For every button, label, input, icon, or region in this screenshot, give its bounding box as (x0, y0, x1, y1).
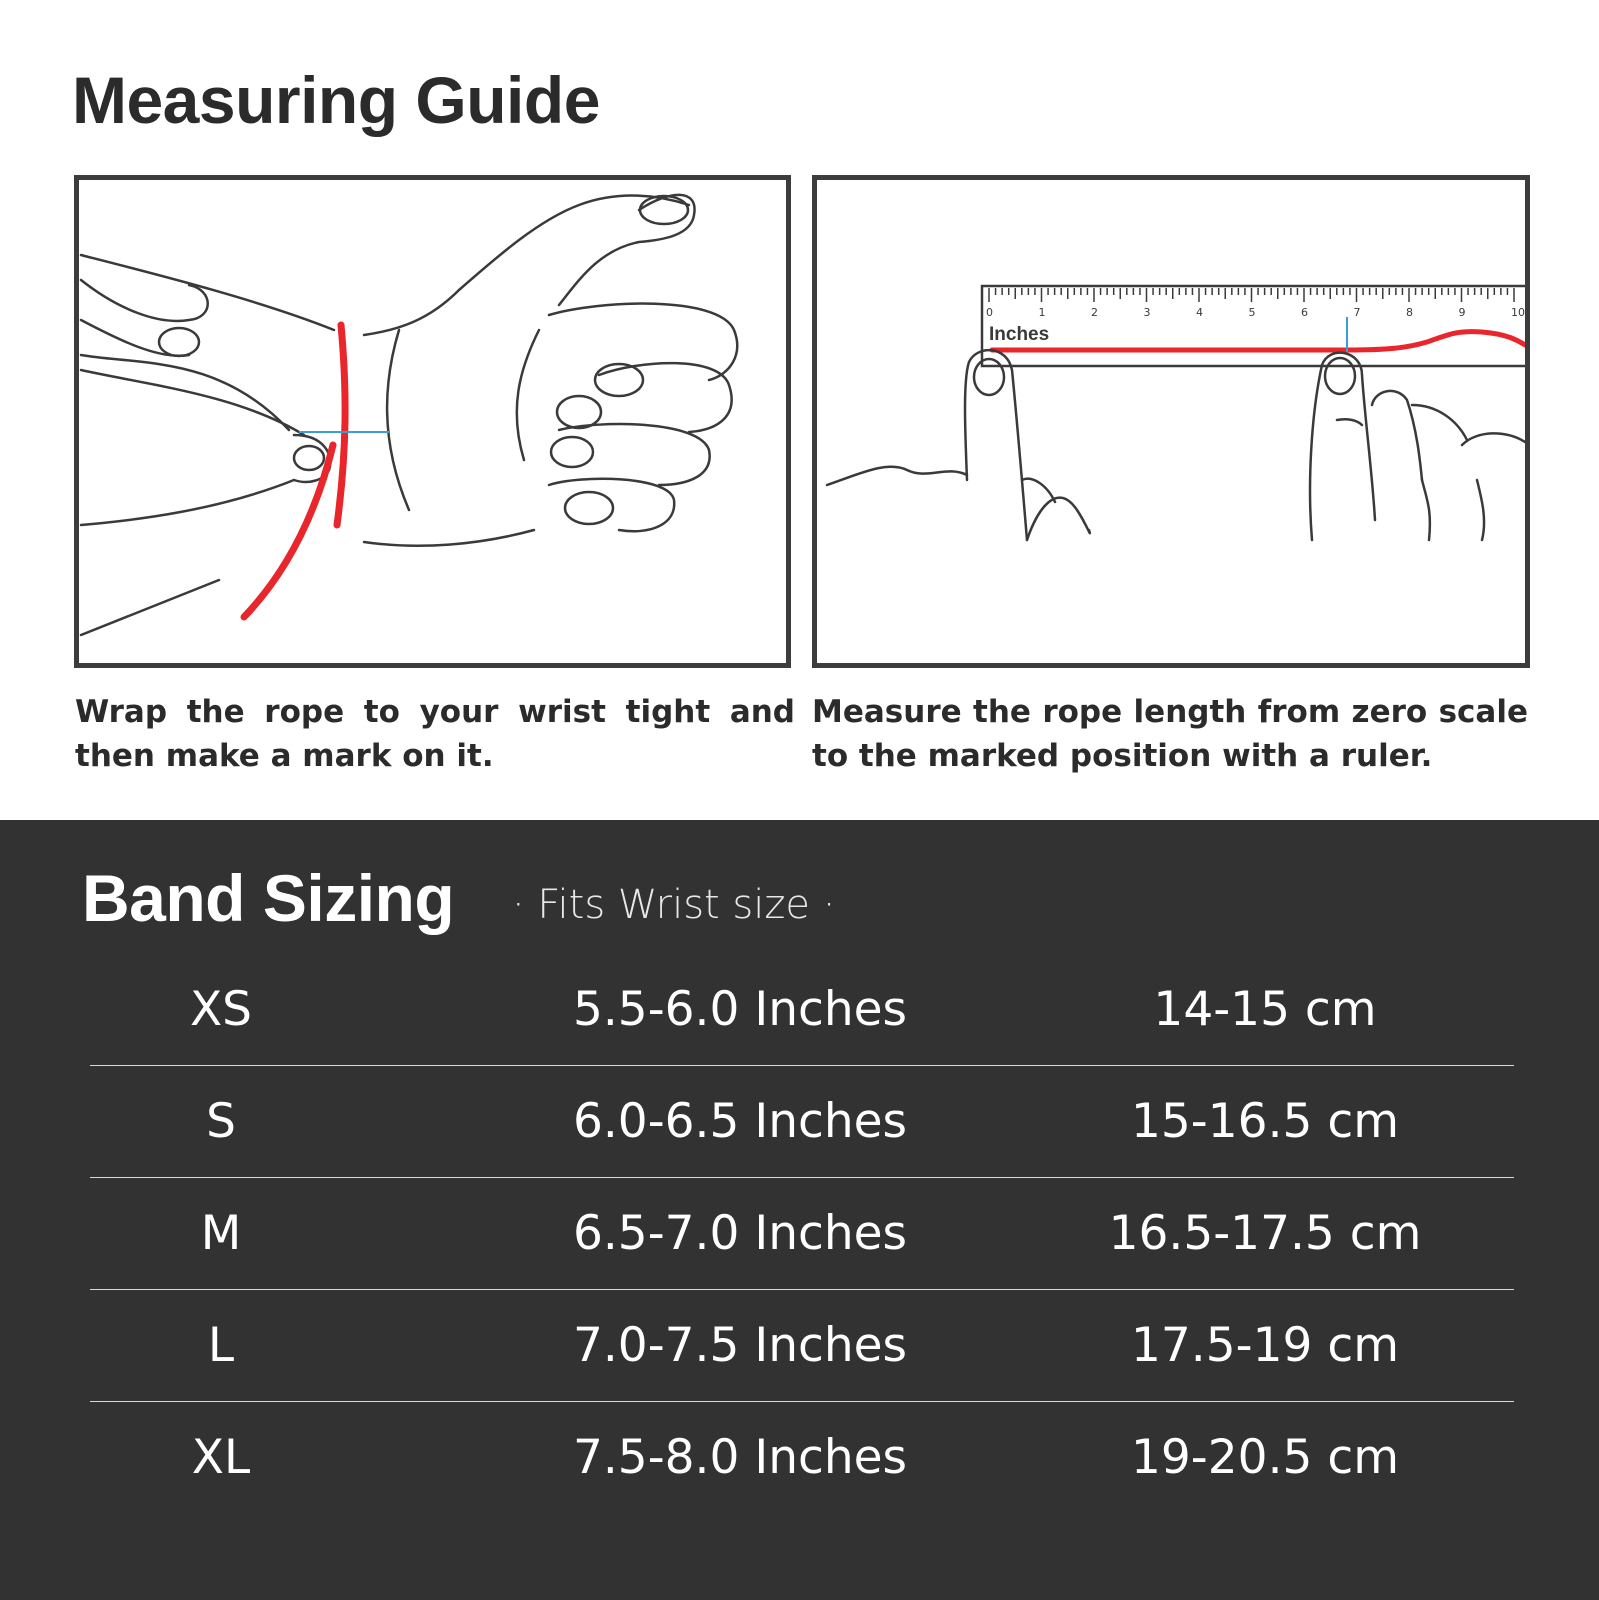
table-row (90, 1290, 1514, 1402)
ruler-tick-label: 5 (1248, 306, 1256, 319)
step2-caption: Measure the rope length from zero scale to the marked position with a ruler. (812, 694, 1528, 774)
ruler-tick-label: 6 (1301, 306, 1308, 319)
size-cm: 14-15 cm (1153, 982, 1377, 1037)
size-cm: 15-16.5 cm (1131, 1094, 1399, 1149)
size-cm: 16.5-17.5 cm (1108, 1206, 1422, 1261)
size-table (90, 954, 1514, 1514)
ruler-tick-label: 4 (1196, 306, 1203, 319)
step1-caption: Wrap the rope to your wrist tight and then make a mark on it. (75, 694, 795, 774)
size-inches: 6.5-7.0 Inches (572, 1206, 908, 1261)
size-inches: 7.0-7.5 Inches (572, 1318, 908, 1373)
table-row (90, 1402, 1514, 1514)
size-label: M (200, 1206, 242, 1261)
measuring-guide-title: Measuring Guide (72, 63, 600, 137)
hand-wrist-icon (79, 180, 786, 663)
table-row (90, 1178, 1514, 1290)
ruler-tick-label: 10 (1511, 306, 1525, 319)
band-sizing-subtitle: · Fits Wrist size · (512, 882, 836, 928)
wrist-wrap-illustration-panel (74, 175, 791, 668)
table-row (90, 954, 1514, 1066)
size-label: XS (189, 982, 253, 1037)
size-inches: 5.5-6.0 Inches (572, 982, 908, 1037)
table-row (90, 1066, 1514, 1178)
size-inches: 6.0-6.5 Inches (572, 1094, 908, 1149)
ruler-unit-label: Inches (989, 324, 1050, 345)
ruler-tick-label: 1 (1038, 306, 1046, 319)
size-cm: 17.5-19 cm (1131, 1318, 1399, 1373)
size-cm: 19-20.5 cm (1131, 1430, 1399, 1485)
band-sizing-section (0, 820, 1599, 1600)
band-sizing-title: Band Sizing (82, 861, 455, 935)
size-label: L (207, 1318, 235, 1373)
ruler-tick-label: 3 (1143, 306, 1151, 319)
ruler-tick-label: 2 (1091, 306, 1098, 319)
hands-ruler-icon (817, 180, 1525, 663)
ruler-tick-label: 0 (986, 306, 993, 319)
size-label: XL (191, 1430, 251, 1485)
ruler-tick-label: 9 (1458, 306, 1466, 319)
ruler-tick-label: 8 (1406, 306, 1413, 319)
ruler-measure-illustration-panel (812, 175, 1530, 668)
ruler-tick-label: 7 (1353, 306, 1361, 319)
size-label: S (206, 1094, 236, 1149)
size-inches: 7.5-8.0 Inches (572, 1430, 908, 1485)
